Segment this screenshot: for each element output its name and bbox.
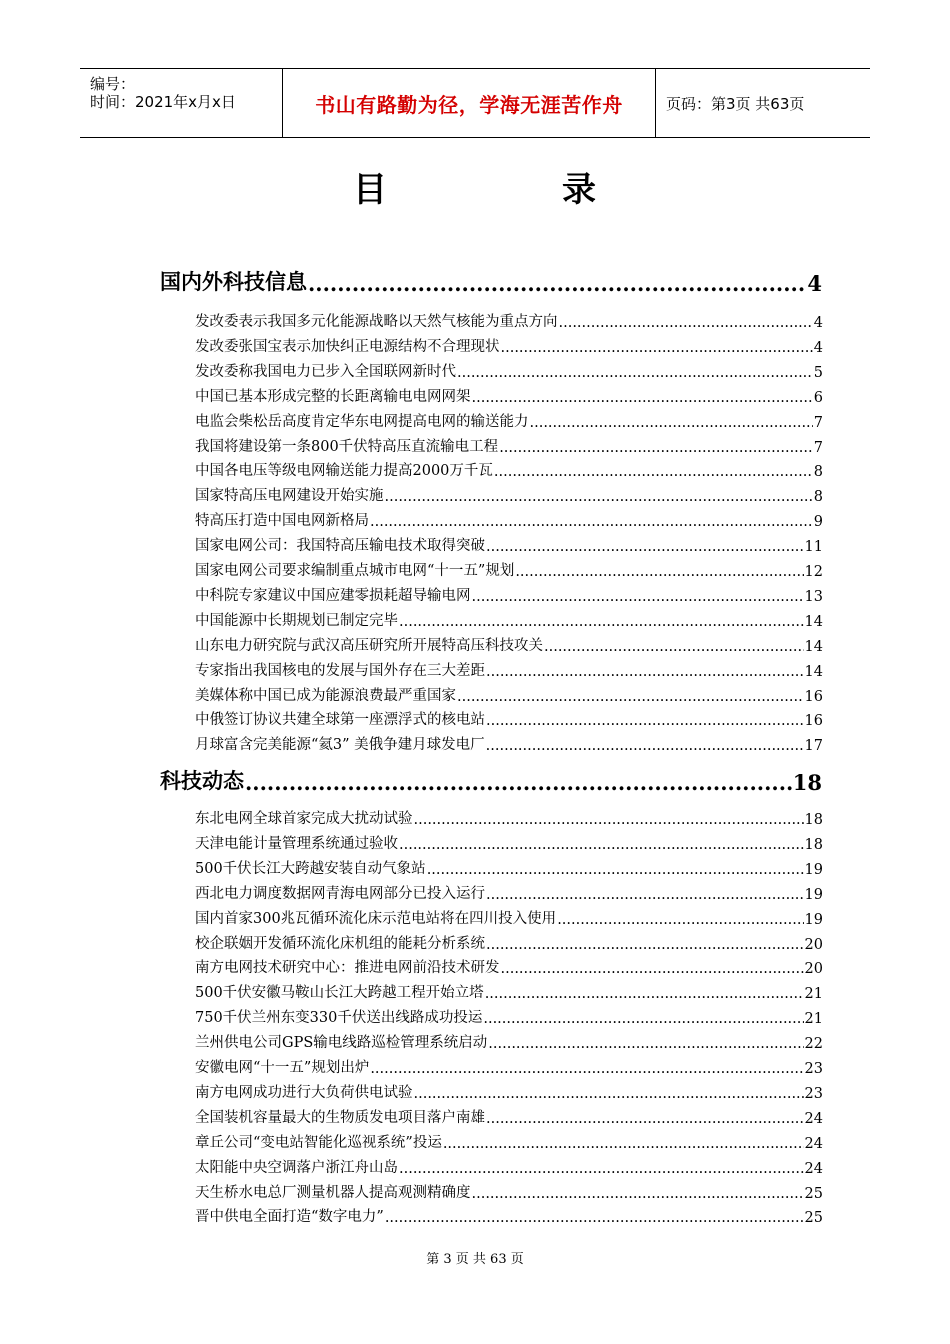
toc-entry[interactable] [195, 933, 823, 953]
toc-dot-leader [486, 738, 804, 754]
toc-entry-page: 21 [804, 986, 823, 1003]
page-title [0, 162, 950, 212]
toc-entry-title: 安徽电网“十一五”规划出炉 [195, 1060, 370, 1076]
toc-entry[interactable] [195, 535, 823, 555]
toc-entry-page: 5 [813, 364, 823, 381]
toc-entry-page: 14 [804, 613, 823, 630]
toc-dot-leader [544, 639, 804, 655]
toc-entry[interactable] [195, 560, 823, 580]
toc-entry[interactable] [195, 635, 823, 655]
toc-entry-title: 国家特高压电网建设开始实施 [195, 488, 384, 505]
toc-dot-leader [385, 489, 813, 505]
toc-dot-leader [486, 1111, 804, 1127]
toc-entry-title: 南方电网成功进行大负荷供电试验 [195, 1084, 413, 1101]
toc-entry-page: 20 [804, 936, 823, 953]
toc-entry-title: 山东电力研究院与武汉高压研究所开展特高压科技攻关 [195, 637, 543, 654]
toc-entry-title: 美媒体称中国已成为能源浪费最严重国家 [195, 687, 456, 704]
toc-dot-leader [370, 1061, 803, 1077]
toc-entry[interactable] [195, 1082, 823, 1102]
toc-entry-page: 23 [804, 1061, 823, 1077]
toc-section-heading[interactable] [160, 268, 822, 296]
toc-entry-title: 中国能源中长期规划已制定完毕 [195, 612, 398, 629]
toc-entry-page: 22 [804, 1036, 823, 1053]
toc-entry[interactable] [195, 336, 823, 356]
toc-entry[interactable] [195, 436, 823, 456]
toc-dot-leader [308, 271, 806, 296]
header-meta-cell [80, 69, 283, 137]
toc-dot-leader [370, 514, 813, 530]
toc-entry-title: 我国将建设第一条800千伏特高压直流输电工程 [195, 438, 499, 455]
toc-entry-page: 16 [804, 713, 823, 730]
toc-dot-leader [399, 1161, 804, 1177]
toc-entry[interactable] [195, 908, 823, 928]
toc-dot-leader [485, 986, 804, 1002]
toc-entry-title: 专家指出我国核电的发展与国外存在三大差距 [195, 662, 485, 679]
toc-dot-leader [483, 1011, 803, 1027]
toc-entry-page: 24 [804, 1160, 823, 1177]
toc-entry-page: 8 [813, 489, 823, 506]
header-motto: 书山有路勤为径，学海无涯苦作舟 [315, 92, 623, 117]
toc-entry[interactable] [195, 411, 823, 431]
toc-entry[interactable] [195, 833, 823, 853]
toc-entry[interactable] [195, 585, 823, 605]
toc-entry-page: 16 [804, 688, 823, 705]
toc-entry-title: 太阳能中央空调落户浙江舟山岛 [195, 1159, 398, 1176]
toc-entry-page: 21 [804, 1011, 823, 1028]
header-page-info: 页码：第3页 共63页 [666, 94, 805, 113]
toc-entry-title: 中俄签订协议共建全球第一座漂浮式的核电站 [195, 712, 485, 729]
toc-entry[interactable] [195, 311, 823, 331]
toc-dot-leader [488, 1036, 803, 1052]
toc-entry[interactable] [195, 1032, 823, 1052]
toc-entry-page: 23 [804, 1085, 823, 1102]
toc-entry-page: 20 [804, 961, 823, 978]
toc-section-page: 18 [792, 770, 822, 795]
toc-entry[interactable] [195, 1007, 823, 1027]
toc-entry[interactable] [195, 460, 823, 480]
toc-entry[interactable] [195, 1132, 823, 1152]
toc-entry-page: 6 [813, 389, 823, 406]
toc-entry[interactable] [195, 386, 823, 406]
toc-entry[interactable] [195, 1157, 823, 1177]
toc-entry-page: 14 [804, 663, 823, 680]
toc-dot-leader [486, 887, 804, 903]
toc-section-page: 4 [807, 271, 822, 296]
toc-entry[interactable] [195, 883, 823, 903]
toc-entry[interactable] [195, 685, 823, 705]
toc-entry-title: 发改委表示我国多元化能源战略以天然气核能为重点方向 [195, 314, 558, 330]
toc-dot-leader [486, 539, 804, 555]
toc-dot-leader [457, 365, 813, 381]
toc-dot-leader [457, 689, 804, 705]
toc-entry-title: 国家电网公司要求编制重点城市电网“十一五”规划 [195, 563, 515, 579]
toc-entry-page: 7 [813, 439, 823, 456]
header-page-cell [656, 69, 870, 137]
toc-entry-page: 9 [813, 514, 823, 531]
toc-entry-page: 4 [813, 339, 823, 356]
toc-dot-leader [486, 937, 804, 953]
toc-entry[interactable] [195, 485, 823, 505]
toc-entry-title: 校企联姻开发循环流化床机组的能耗分析系统 [195, 935, 485, 952]
title-char-2: 录 [562, 170, 596, 210]
toc-entry-page: 19 [804, 886, 823, 903]
toc-entry[interactable] [195, 1057, 823, 1077]
toc-entry[interactable] [195, 1107, 823, 1127]
toc-entry-page: 24 [804, 1110, 823, 1127]
toc-dot-leader [414, 812, 804, 828]
toc-entry-page: 18 [804, 836, 823, 853]
title-char-1: 目 [353, 170, 387, 210]
toc-entry-title: 月球富含完美能源“氦3” 美俄争建月球发电厂 [195, 737, 485, 754]
toc-dot-leader [443, 1136, 804, 1152]
toc-dot-leader [499, 440, 813, 456]
toc-entry-title: 晋中供电全面打造“数字电力” [195, 1209, 384, 1226]
toc-entry-title: 西北电力调度数据网青海电网部分已投入运行 [195, 885, 485, 902]
toc-entry[interactable] [195, 957, 823, 977]
toc-entry-title: 500千伏安徽马鞍山长江大跨越工程开始立塔 [195, 985, 484, 1002]
toc-entry-title: 中科院专家建议中国应建零损耗超导输电网 [195, 587, 471, 604]
toc-entry-title: 天津电能计量管理系统通过验收 [195, 835, 398, 852]
toc-dot-leader [427, 862, 804, 878]
toc-entry-page: 12 [804, 564, 823, 580]
document-number-label: 编号： [90, 75, 136, 93]
toc-entry-title: 中国各电压等级电网输送能力提高2000万千瓦 [195, 463, 493, 480]
toc-dot-leader [399, 614, 804, 630]
toc-dot-leader [530, 415, 813, 431]
toc-entry-title: 特高压打造中国电网新格局 [195, 513, 369, 530]
toc-dot-leader [494, 464, 813, 480]
page-header [80, 68, 870, 138]
toc-entry-title: 全国装机容量最大的生物质发电项目落户南雄 [195, 1109, 485, 1126]
toc-dot-leader [245, 770, 792, 795]
toc-dot-leader [501, 961, 804, 977]
toc-entry-title: 电监会柴松岳高度肯定华东电网提高电网的输送能力 [195, 413, 529, 430]
toc-entry[interactable] [195, 1206, 823, 1226]
toc-entry-title: 南方电网技术研究中心：推进电网前沿技术研发 [195, 960, 500, 977]
toc-entry-title: 东北电网全球首家完成大扰动试验 [195, 811, 413, 827]
toc-entry-page: 8 [813, 464, 823, 481]
toc-entry-title: 天生桥水电总厂测量机器人提高观测精确度 [195, 1184, 471, 1201]
toc-dot-leader [472, 390, 813, 406]
toc-entry-title: 章丘公司“变电站智能化巡视系统”投运 [195, 1134, 442, 1151]
toc-entry[interactable] [195, 610, 823, 630]
toc-entry-page: 4 [813, 315, 823, 331]
toc-entry[interactable] [195, 510, 823, 530]
toc-entry-title: 750千伏兰州东变330千伏送出线路成功投运 [195, 1010, 483, 1027]
toc-section-heading[interactable] [160, 767, 822, 795]
toc-entry-page: 18 [804, 812, 823, 828]
toc-dot-leader [501, 340, 813, 356]
toc-entry[interactable] [195, 709, 823, 729]
toc-entry[interactable] [195, 982, 823, 1002]
toc-entry-page: 7 [813, 414, 823, 431]
toc-dot-leader [515, 564, 803, 580]
toc-section-title: 国内外科技信息 [160, 269, 307, 294]
toc-dot-leader [486, 713, 804, 729]
toc-entry[interactable] [195, 361, 823, 381]
toc-entry-page: 14 [804, 638, 823, 655]
toc-dot-leader [559, 315, 813, 331]
toc-dot-leader [486, 664, 804, 680]
toc-dot-leader [399, 837, 804, 853]
toc-entry[interactable] [195, 858, 823, 878]
toc-entry-title: 国家电网公司：我国特高压输电技术取得突破 [195, 538, 485, 555]
toc-dot-leader [557, 912, 803, 928]
toc-section-title: 科技动态 [160, 768, 244, 793]
toc-dot-leader [472, 589, 804, 605]
toc-entry-page: 24 [804, 1135, 823, 1152]
toc-entry-title: 国内首家300兆瓦循环流化床示范电站将在四川投入使用 [195, 910, 557, 927]
toc-entry-title: 兰州供电公司GPS输电线路巡检管理系统启动 [195, 1035, 488, 1052]
toc-entry-title: 中国已基本形成完整的长距离输电电网网架 [195, 388, 471, 405]
toc-entry-page: 25 [804, 1210, 823, 1227]
page-footer: 第 3 页 共 63 页 [426, 1252, 524, 1267]
toc-entry[interactable] [195, 808, 823, 828]
toc-entry[interactable] [195, 660, 823, 680]
toc-dot-leader [414, 1086, 804, 1102]
toc-dot-leader [472, 1186, 804, 1202]
toc-entry-title: 发改委张国宝表示加快纠正电源结构不合理现状 [195, 338, 500, 355]
toc-entry-page: 13 [804, 588, 823, 605]
toc-entry-page: 19 [804, 861, 823, 878]
toc-entry-page: 19 [804, 911, 823, 928]
toc-entry-page: 17 [804, 738, 823, 755]
toc-entry[interactable] [195, 734, 823, 754]
document-time-label: 时间：2021年x月x日 [90, 93, 236, 111]
toc-entry-page: 25 [804, 1185, 823, 1202]
toc-entry[interactable] [195, 1182, 823, 1202]
toc-entry-page: 11 [804, 539, 823, 556]
toc-entry-title: 发改委称我国电力已步入全国联网新时代 [195, 363, 456, 380]
toc-dot-leader [385, 1210, 804, 1226]
toc-entry-title: 500千伏长江大跨越安装自动气象站 [195, 860, 426, 877]
header-motto-cell [283, 69, 656, 137]
